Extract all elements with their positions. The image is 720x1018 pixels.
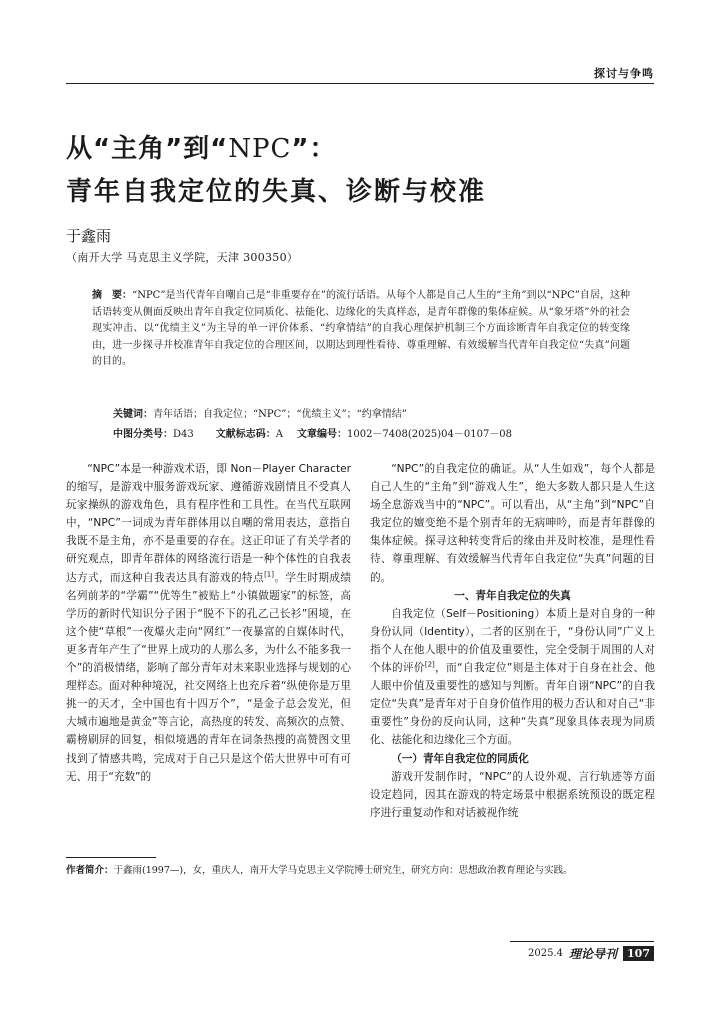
paragraph-text: 自我定位（Self－Positioning）本质上是对自身的一种身份认同（Identity），二者的区别在于，“身份认同”广义上指个人在他人眼中的价值及重要性，完全受制于周围的人对个体的评价 [370,607,655,675]
body-paragraph [370,605,655,750]
paragraph-text: ，而“自我定位”则是主体对于自身在社会、他人眼中价值及重要性的感知与判断。青年自诩“NPC”的自我定位“失真”是青年对于自身价值作用的极力否认和对自己“非重要性”身份的反向认同，这种“失真”现象具体表现为同质化、祛能化和边缘化三个方面。 [370,662,656,747]
abstract-text: “NPC”是当代青年自嘲自己是“非重要存在”的流行话语。从每个人都是自己人生的“主角”到以“NPC”自居，这种话语转变从侧面反映出青年自我定位同质化、祛能化、边缘化的失真样态，是青年群像的集体症候。从“象牙塔”外的社会现实冲击、以“优绩主义”为主导的单一评价体系、“约拿情结”的自我心理保护机制三个方面诊断青年自我定位的转变缘由，进一步探寻并校准青年自我定位的合理区间，以期达到理性看待、尊重理解、有效缓解当代青年自我定位“失真”问题的目的。 [92,290,630,367]
clc-value: D43 [173,429,194,440]
keywords-text: 青年话语；自我定位；“NPC”；“优绩主义”；“约拿情结” [153,409,407,420]
article-title-line2: 青年自我定位的失真、诊断与校准 [66,177,487,207]
author-name: 于鑫雨 [66,227,112,245]
page-number: 107 [623,946,654,961]
article-title-line1 [66,128,337,165]
section-heading: 一、青年自我定位的失真 [454,589,571,602]
journal-name: 理论导刊 [569,946,618,961]
article-no-value: 1002－7408(2025)04－0107－08 [346,429,513,440]
body-paragraph [66,460,351,786]
footer-rule [510,941,654,942]
title-part-b: NPC [228,134,292,164]
body-column-right [370,460,655,822]
abstract-label: 摘 要： [92,290,133,301]
footnote-text: 于鑫雨(1997—)，女，重庆人，南开大学马克思主义学院博士研究生，研究方向：思想政治教育理论与实践。 [113,865,573,876]
subsection-heading: （一）青年自我定位的同质化 [391,752,529,765]
issue-number: 2025.4 [528,947,564,959]
section-tag: 探讨与争鸣 [594,67,654,80]
doc-code-value: A [275,429,283,440]
footnote-rule [66,857,156,858]
author-affiliation: （南开大学 马克思主义学院，天津 300350） [66,251,299,264]
clc-label: 中图分类号： [113,429,173,440]
article-no-label: 文章编号： [296,429,347,440]
title-part-a: 从“主角”到“ [66,134,229,164]
abstract [92,288,630,371]
classification-line [113,425,512,440]
body-column-left [66,460,351,786]
body-paragraph: 游戏开发制作时，“NPC”的人设外观、言行轨迹等方面设定趋同，因其在游戏的特定场景中根据系统预设的既定程序进行重复动作和对话被视作统 [370,770,655,819]
paragraph-text: “NPC”本是一种游戏术语，即 Non－Player Character 的缩写，是游戏中服务游戏玩家、遵循游戏剧情且不受真人玩家操纵的游戏角色，具有程序性和工具性。在当代互联网中，“NPC”一词成为青年群体用以自嘲的常用表达，意指自我既不是主角，亦不是重要的存在。这正印证了有关学者的研究观点，即青年群体的网络流行语是一种个体性的自我表达方式，而这种自我表达具有游戏的特点 [66,463,351,584]
doc-code-label: 文献标志码： [215,429,276,440]
body-paragraph: “NPC”的自我定位的确证。从“人生如戏”，每个人都是自己人生的“主角”到“游戏人生”，绝大多数人都只是人生这场全息游戏当中的“NPC”。可以看出，从“主角”到“NPC”自我定位的嬗变绝不是个别青年的无病呻吟，而是青年群像的集体症候。探寻这种转变背后的缘由并及时校准，是理性看待、尊重理解、有效缓解当代青年自我定位“失真”问题的目的。 [370,463,655,584]
author-footnote [66,863,656,879]
citation-ref: [2] [424,660,435,669]
page-footer [528,944,654,962]
keywords [113,405,407,420]
footnote-label: 作者简介： [66,865,114,876]
keywords-label: 关键词： [113,409,153,420]
citation-ref: [1] [264,570,274,579]
header-rule [66,83,654,84]
paragraph-text: 。学生时期成绩名列前茅的“学霸”“优等生”被贴上“小镇做题家”的标签，高学历的新时代知识分子困于“脱不下的孔乙己长衫”困境，在这个使“草根”一夜爆火走向“网红”一夜暴富的自媒体时代，更多青年产生了“世界上成功的人那么多，为什么不能多我一个”的消极情绪，影响了部分青年对未来职业选择与规划的心理样态。面对种种境况，社交网络上也充斥着“纵使你是万里挑一的天才，全中国也有十四万个”，“是金子总会发光，但大城市遍地是黄金”等言论，高热度的转发、高频次的点赞、霸榜刷屏的回复，相似境遇的青年在词条热搜的高赞图文里找到了情感共鸣，完成对于自己只是这个偌大世界中可有可无、用于“充数”的 [66,571,352,783]
title-part-c: ”： [291,134,337,164]
